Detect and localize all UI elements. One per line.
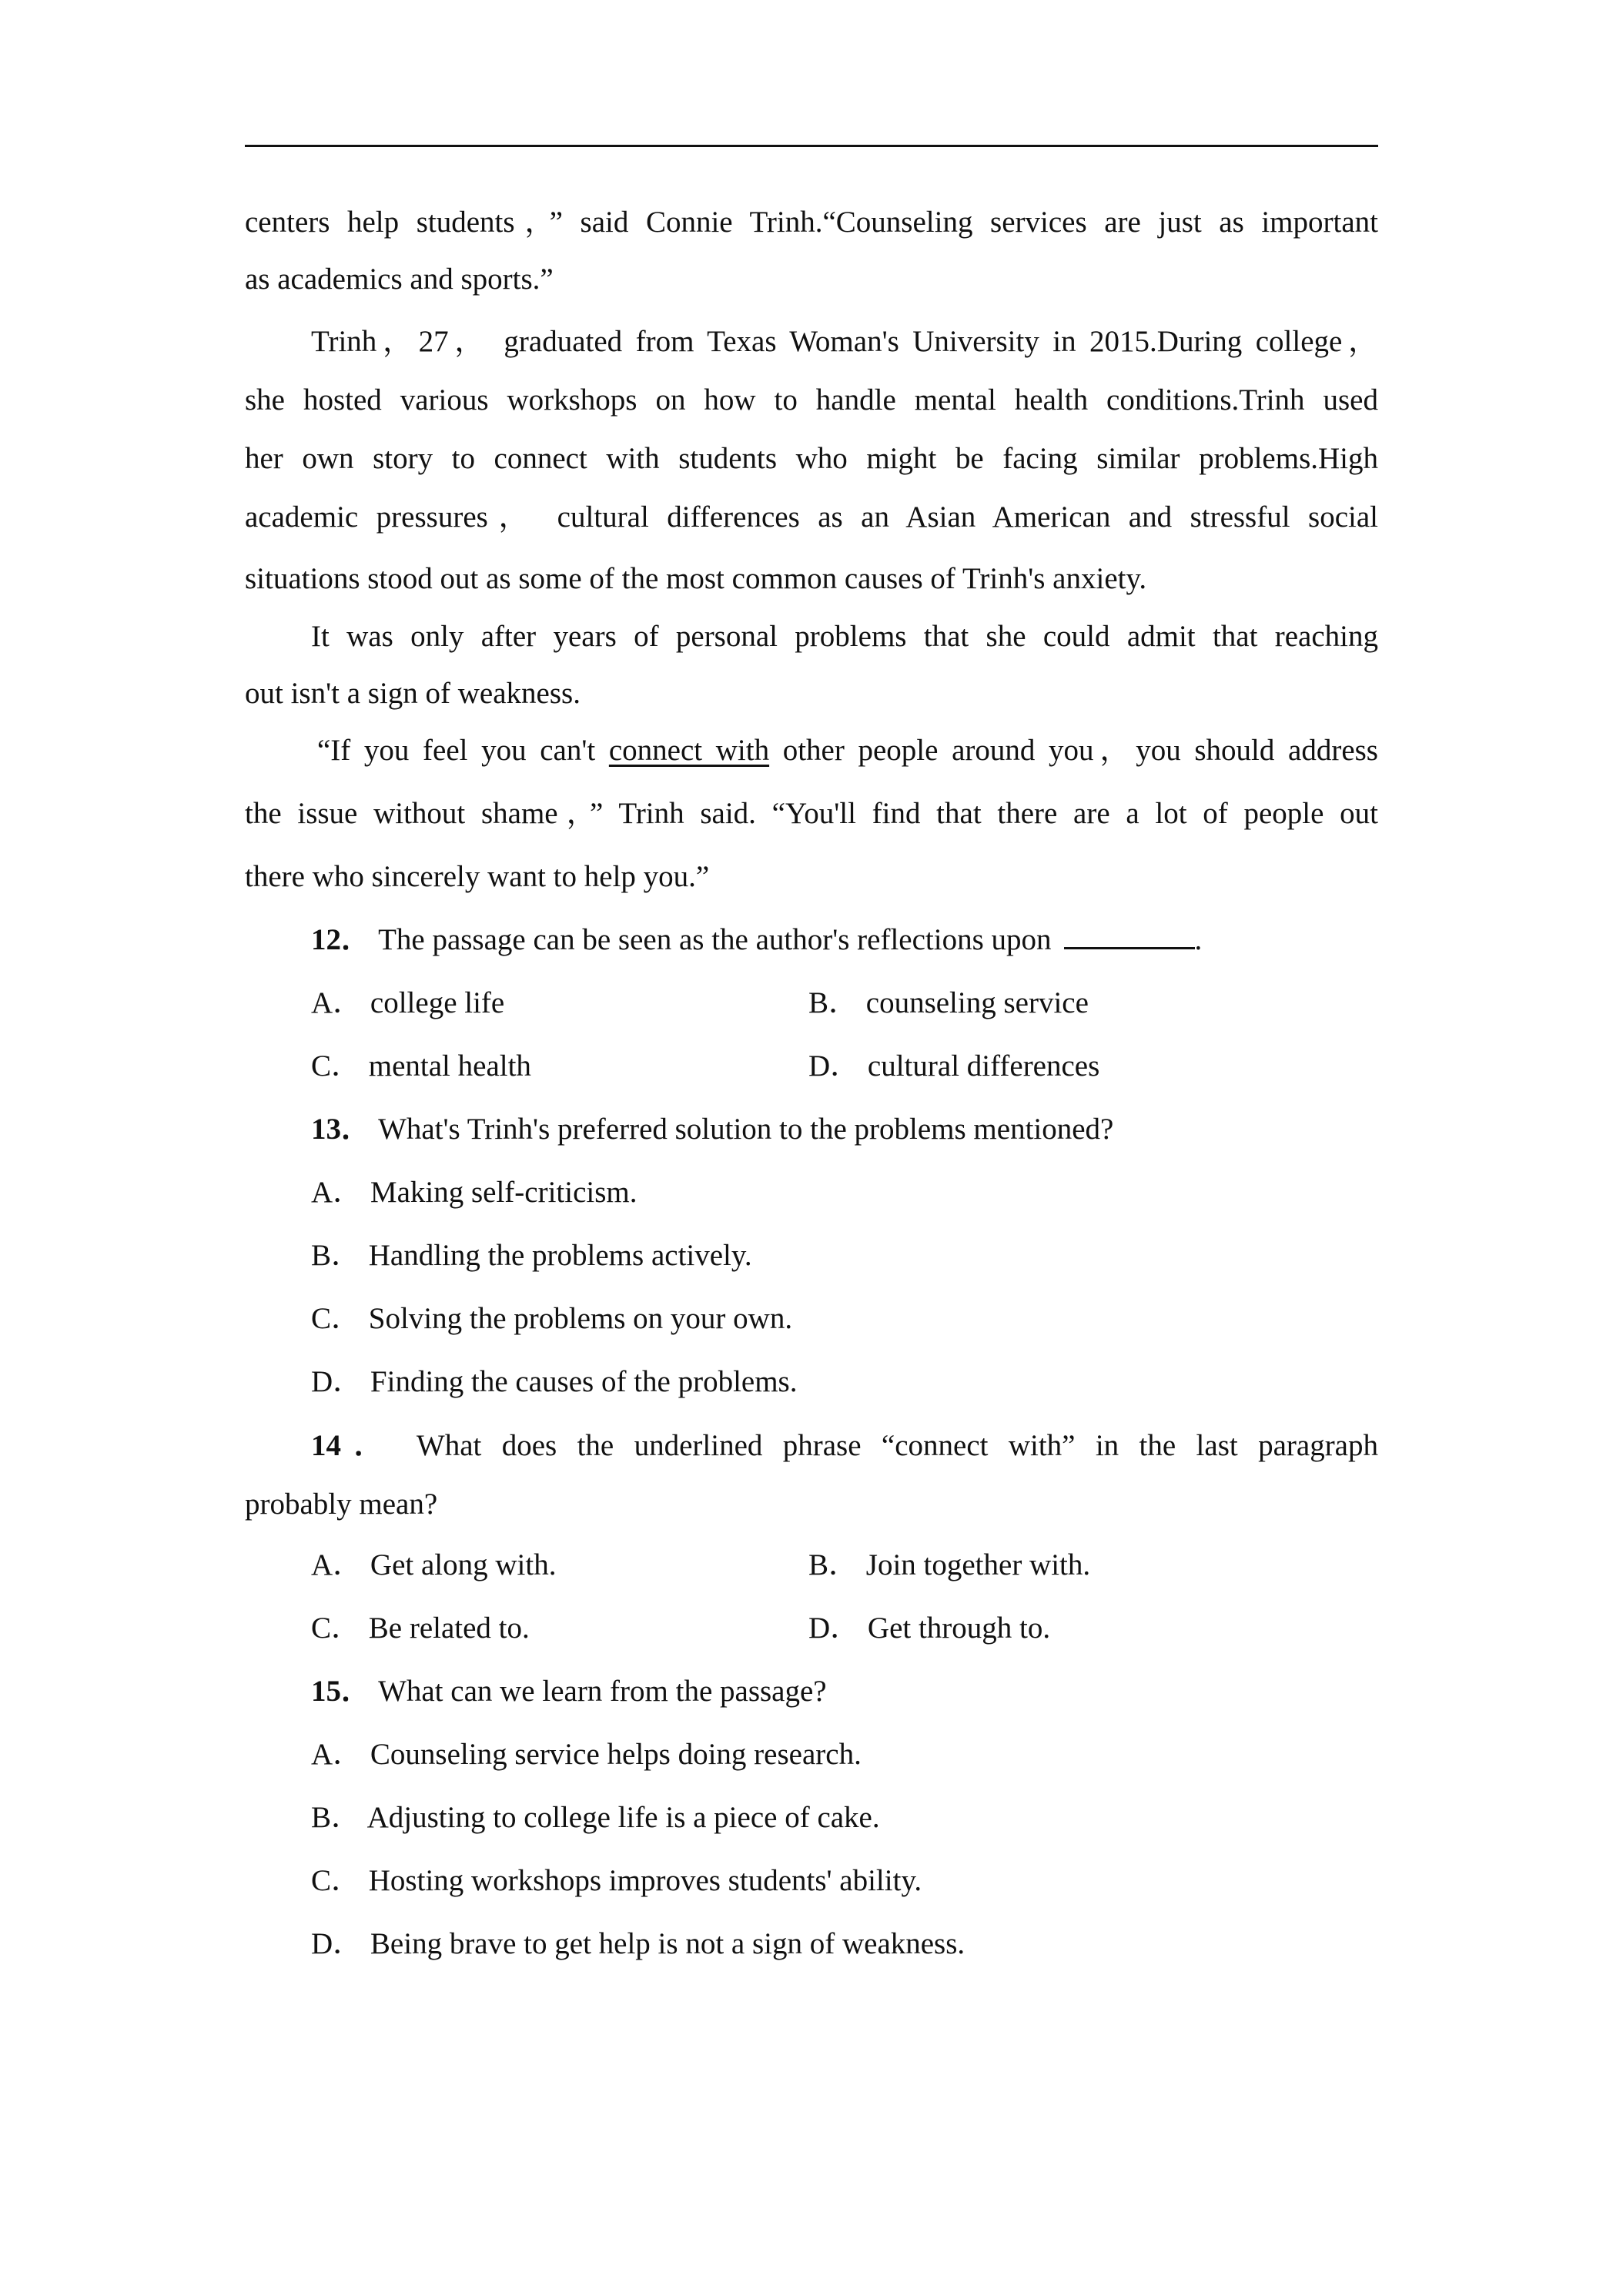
question-13 (245, 1098, 1378, 1414)
option-a[interactable]: A． Counseling service helps doing research. (311, 1738, 862, 1771)
paragraph-line: situations stood out as some of the most common causes of Trinh's anxiety. (245, 562, 1147, 595)
question-text: What does the underlined phrase “connect with” in the last paragraph (416, 1429, 1378, 1462)
option-row (245, 1534, 1378, 1597)
question-number: 15． (311, 1675, 372, 1708)
question-text: What can we learn from the passage? (378, 1675, 827, 1708)
paragraph-4 (245, 719, 1378, 909)
option-b[interactable]: B． Handling the problems actively. (311, 1239, 752, 1272)
option-d[interactable]: D． Finding the causes of the problems. (311, 1365, 798, 1398)
paragraph-line: her own story to connect with students who might be facing similar problems.High (245, 442, 1378, 475)
option-d[interactable]: D． Get through to. (808, 1612, 1051, 1645)
question-12 (245, 909, 1378, 1098)
paragraph-line: there who sincerely want to help you.” (245, 860, 710, 893)
paragraph-line: she hosted various workshops on how to handle mental health conditions.Trinh used (245, 383, 1378, 417)
quote-text: other people around you，you should address (769, 734, 1378, 767)
question-number: 13． (311, 1113, 372, 1146)
question-stem (245, 1417, 1378, 1534)
underlined-phrase: connect with (608, 734, 770, 767)
option-c[interactable]: C． Solving the problems on your own. (311, 1302, 793, 1335)
question-stem (245, 909, 1378, 972)
paragraph-line: It was only after years of personal problems that she could admit that reaching (311, 620, 1378, 653)
question-number: 14． (311, 1429, 397, 1462)
option-d[interactable]: D． Being brave to get help is not a sign of weakness. (311, 1927, 965, 1960)
question-end: . (1194, 923, 1203, 956)
option-row (245, 1597, 1378, 1660)
option-a[interactable]: A． Making self-criticism. (311, 1176, 637, 1209)
option-c[interactable]: C． Be related to. (311, 1612, 530, 1645)
option-c[interactable]: C． Hosting workshops improves students' ability. (311, 1864, 922, 1897)
question-line (245, 1417, 1378, 1475)
option-d[interactable]: D． cultural differences (808, 1049, 1100, 1083)
header-rule (245, 145, 1378, 147)
question-stem (245, 1660, 1378, 1723)
document-body (245, 191, 1378, 1976)
option-c[interactable]: C． mental health (311, 1049, 531, 1083)
question-line: probably mean? (245, 1488, 438, 1521)
question-number: 12． (311, 923, 372, 956)
answer-blank (1064, 924, 1195, 949)
option-a[interactable]: A． college life (311, 986, 505, 1019)
option-b[interactable]: B． Join together with. (808, 1548, 1091, 1581)
question-14 (245, 1417, 1378, 1660)
paragraph-line (245, 719, 1378, 782)
quote-text: “If you feel you can't (317, 734, 609, 767)
option-row (245, 1035, 1378, 1098)
paragraph-line: the issue without shame，” Trinh said. “You'll find that there are a lot of people out (245, 797, 1378, 830)
question-text: What's Trinh's preferred solution to the problems mentioned? (378, 1113, 1114, 1146)
paragraph-line: as academics and sports.” (245, 263, 554, 296)
question-text: The passage can be seen as the author's reflections upon (378, 923, 1052, 956)
paragraph-2 (245, 313, 1378, 608)
option-row (245, 972, 1378, 1035)
option-b[interactable]: B． counseling service (808, 986, 1089, 1019)
paragraph-1 (245, 191, 1378, 311)
paragraph-line: Trinh，27， graduated from Texas Woman's University in 2015.During college， (311, 325, 1378, 358)
paragraph-line: academic pressures， cultural differences as an Asian American and stressful social (245, 500, 1378, 534)
paragraph-line: centers help students，” said Connie Trinh.“Counseling services are just as important (245, 206, 1378, 239)
option-a[interactable]: A． Get along with. (311, 1548, 557, 1581)
question-stem (245, 1098, 1378, 1161)
question-15 (245, 1660, 1378, 1976)
paragraph-line: out isn't a sign of weakness. (245, 677, 581, 710)
option-b[interactable]: B． Adjusting to college life is a piece of cake. (311, 1801, 880, 1834)
paragraph-3 (245, 608, 1378, 722)
